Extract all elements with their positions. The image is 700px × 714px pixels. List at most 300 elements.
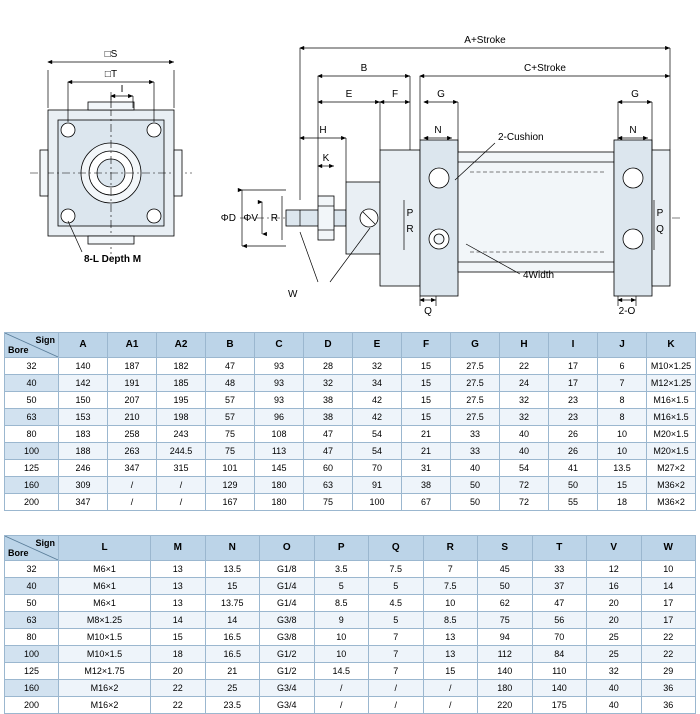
table-cell: 8.5	[314, 595, 369, 612]
table-cell: 16	[587, 578, 642, 595]
table-cell: 5	[369, 578, 424, 595]
dim-label-c-stroke: C+Stroke	[524, 63, 566, 74]
spec-table-1	[4, 332, 696, 511]
dim-label-g-left: G	[437, 89, 445, 100]
table-cell: 263	[108, 443, 157, 460]
table-cell: 57	[206, 392, 255, 409]
table-cell: 13.5	[598, 460, 647, 477]
table-cell: 13	[423, 646, 478, 663]
table-cell: 7	[369, 629, 424, 646]
dim-label-q-left: Q	[424, 306, 432, 317]
table-cell: 246	[59, 460, 108, 477]
table-cell: 258	[108, 426, 157, 443]
bore-size-cell: 40	[5, 375, 59, 392]
table-cell: 207	[108, 392, 157, 409]
table-cell: 18	[598, 494, 647, 511]
col-header-f: F	[402, 333, 451, 358]
table-cell: 18	[151, 646, 206, 663]
table-cell: 15	[205, 578, 260, 595]
table-cell: 17	[641, 595, 696, 612]
col-header-c: C	[255, 333, 304, 358]
table-row	[5, 443, 696, 460]
bore-size-cell: 160	[5, 680, 59, 697]
table-cell: 14	[641, 578, 696, 595]
table-cell: 180	[478, 680, 533, 697]
table-cell: 93	[255, 375, 304, 392]
table-cell: 13.5	[205, 561, 260, 578]
table-cell: /	[108, 494, 157, 511]
table-cell: 187	[108, 358, 157, 375]
table-cell: 6	[598, 358, 647, 375]
table-cell: 32	[500, 392, 549, 409]
bore-size-cell: 80	[5, 426, 59, 443]
table-cell: 40	[500, 426, 549, 443]
table-row	[5, 375, 696, 392]
table-cell: 47	[304, 426, 353, 443]
table-cell: 36	[641, 697, 696, 714]
table-cell: 15	[402, 358, 451, 375]
table-cell: M6×1	[59, 595, 151, 612]
table-cell: 93	[255, 392, 304, 409]
table-cell: 13.75	[205, 595, 260, 612]
table-cell: 5	[369, 612, 424, 629]
dim-label-p-right: Q	[656, 224, 664, 235]
table-cell: 45	[478, 561, 533, 578]
table-cell: 60	[304, 460, 353, 477]
table-cell: 180	[255, 494, 304, 511]
table-cell: M10×1.5	[59, 629, 151, 646]
table-cell: 24	[500, 375, 549, 392]
table-row	[5, 646, 696, 663]
table-cell: M6×1	[59, 578, 151, 595]
table-cell: 26	[549, 426, 598, 443]
table-cell: 75	[304, 494, 353, 511]
bore-size-cell: 50	[5, 392, 59, 409]
table-cell: 38	[304, 392, 353, 409]
table-cell: 55	[549, 494, 598, 511]
table-cell: 220	[478, 697, 533, 714]
bore-size-cell: 40	[5, 578, 59, 595]
table-cell: 243	[157, 426, 206, 443]
table-cell: 309	[59, 477, 108, 494]
table-row	[5, 426, 696, 443]
dim-label-s: □S	[104, 49, 118, 60]
bore-size-cell: 80	[5, 629, 59, 646]
table-cell: 10	[598, 426, 647, 443]
table-cell: 13	[151, 578, 206, 595]
table-cell: 54	[353, 443, 402, 460]
table-cell: 180	[255, 477, 304, 494]
table-cell: 22	[500, 358, 549, 375]
table-row	[5, 612, 696, 629]
table-cell: 191	[108, 375, 157, 392]
table-cell: 91	[353, 477, 402, 494]
table-cell: 183	[59, 426, 108, 443]
table-cell: 47	[206, 358, 255, 375]
table-cell: 8	[598, 409, 647, 426]
col-header-a1: A1	[108, 333, 157, 358]
table-cell: G1/4	[260, 578, 315, 595]
table-cell: 62	[478, 595, 533, 612]
table-cell: 13	[151, 561, 206, 578]
table-cell: 21	[205, 663, 260, 680]
table-cell: 37	[532, 578, 587, 595]
table-cell: 94	[478, 629, 533, 646]
table-cell: 93	[255, 358, 304, 375]
table-corner-header	[5, 536, 59, 561]
col-header-n: N	[205, 536, 260, 561]
table-cell: 70	[353, 460, 402, 477]
col-header-t: T	[532, 536, 587, 561]
col-header-g: G	[451, 333, 500, 358]
table-cell: 21	[402, 426, 451, 443]
table-cell: /	[157, 477, 206, 494]
table-cell: 347	[59, 494, 108, 511]
bore-size-cell: 63	[5, 612, 59, 629]
spec-table-2-container	[4, 535, 696, 714]
table-cell: 3.5	[314, 561, 369, 578]
table-cell: 10	[641, 561, 696, 578]
table-row	[5, 477, 696, 494]
table-cell: M16×2	[59, 697, 151, 714]
table-cell: G1/4	[260, 595, 315, 612]
table-cell: 84	[532, 646, 587, 663]
table-cell: 25	[205, 680, 260, 697]
corner-sign-label: Sign	[35, 335, 55, 345]
col-header-s: S	[478, 536, 533, 561]
table-cell: 7.5	[369, 561, 424, 578]
table-cell: 47	[304, 443, 353, 460]
table-cell: /	[423, 697, 478, 714]
table-cell: M20×1.5	[647, 426, 696, 443]
table-row	[5, 358, 696, 375]
table-cell: 15	[402, 409, 451, 426]
col-header-v: V	[587, 536, 642, 561]
table-cell: 10	[314, 646, 369, 663]
table-cell: 150	[59, 392, 108, 409]
table-cell: 195	[157, 392, 206, 409]
table-cell: M10×1.5	[59, 646, 151, 663]
table-cell: 33	[451, 443, 500, 460]
col-header-k: K	[647, 333, 696, 358]
col-header-d: D	[304, 333, 353, 358]
table-cell: 15	[402, 375, 451, 392]
bore-size-cell: 50	[5, 595, 59, 612]
ports-note-label: 2-Cushion	[498, 132, 544, 143]
table-cell: 142	[59, 375, 108, 392]
table-cell: 7	[369, 646, 424, 663]
bore-size-cell: 32	[5, 561, 59, 578]
col-header-r: R	[423, 536, 478, 561]
table-cell: 7	[369, 663, 424, 680]
table-cell: 10	[423, 595, 478, 612]
col-header-m: M	[151, 536, 206, 561]
table-cell: 33	[451, 426, 500, 443]
table-cell: 15	[598, 477, 647, 494]
table-cell: M6×1	[59, 561, 151, 578]
table-cell: 140	[478, 663, 533, 680]
table-cell: 20	[587, 612, 642, 629]
table-cell: 23	[549, 392, 598, 409]
table-cell: 38	[304, 409, 353, 426]
table-cell: 27.5	[451, 392, 500, 409]
table-cell: 75	[478, 612, 533, 629]
table-cell: 22	[151, 697, 206, 714]
table-cell: 182	[157, 358, 206, 375]
table-cell: 14	[151, 612, 206, 629]
dim-label-n-right: N	[629, 125, 637, 136]
table-cell: 27.5	[451, 375, 500, 392]
table-cell: M27×2	[647, 460, 696, 477]
table-cell: 40	[451, 460, 500, 477]
dim-label-r-left: P	[406, 208, 414, 219]
table-cell: G1/2	[260, 663, 315, 680]
table-cell: M8×1.25	[59, 612, 151, 629]
table-cell: 40	[500, 443, 549, 460]
table-cell: 32	[500, 409, 549, 426]
table-cell: 140	[59, 358, 108, 375]
table-row	[5, 595, 696, 612]
table-cell: 17	[549, 375, 598, 392]
table-cell: 22	[641, 629, 696, 646]
table-cell: 7	[423, 561, 478, 578]
table-cell: 27.5	[451, 409, 500, 426]
table-cell: 185	[157, 375, 206, 392]
table-cell: 54	[500, 460, 549, 477]
table-cell: 13	[423, 629, 478, 646]
table-cell: 36	[641, 680, 696, 697]
technical-drawing	[0, 0, 700, 320]
table-row	[5, 409, 696, 426]
col-header-h: H	[500, 333, 549, 358]
dim-label-t: □T	[104, 69, 118, 80]
table-cell: 40	[587, 680, 642, 697]
table-row	[5, 494, 696, 511]
table-cell: 56	[532, 612, 587, 629]
table-header-row	[5, 536, 696, 561]
bore-size-cell: 200	[5, 494, 59, 511]
table-cell: 244.5	[157, 443, 206, 460]
dim-label-p-left: R	[406, 224, 414, 235]
corner-bore-label: Bore	[8, 345, 29, 355]
table-cell: 20	[587, 595, 642, 612]
table-cell: M12×1.25	[647, 375, 696, 392]
table-row	[5, 680, 696, 697]
table-cell: G3/8	[260, 629, 315, 646]
col-header-a2: A2	[157, 333, 206, 358]
table-cell: 7.5	[423, 578, 478, 595]
col-header-p: P	[314, 536, 369, 561]
table-cell: 63	[304, 477, 353, 494]
side-section-view	[221, 35, 680, 317]
table-cell: M20×1.5	[647, 443, 696, 460]
table-cell: 70	[532, 629, 587, 646]
table-cell: 4.5	[369, 595, 424, 612]
table-cell: /	[369, 697, 424, 714]
table-cell: M16×1.5	[647, 392, 696, 409]
bore-size-cell: 200	[5, 697, 59, 714]
table-cell: 167	[206, 494, 255, 511]
table-cell: 22	[151, 680, 206, 697]
col-header-a: A	[59, 333, 108, 358]
dim-label-b: B	[360, 63, 368, 74]
table-cell: 175	[532, 697, 587, 714]
dim-label-k: R	[270, 213, 278, 224]
table-cell: /	[314, 680, 369, 697]
table-cell: 42	[353, 409, 402, 426]
table-cell: M16×2	[59, 680, 151, 697]
table-row	[5, 460, 696, 477]
dim-label-e: E	[345, 89, 353, 100]
table-cell: 14.5	[314, 663, 369, 680]
holes-note-label: 8-L Depth M	[84, 254, 142, 265]
table-cell: 25	[587, 629, 642, 646]
table-cell: 28	[304, 358, 353, 375]
dim-label-g-right: G	[631, 89, 639, 100]
table-cell: 10	[314, 629, 369, 646]
table-cell: /	[108, 477, 157, 494]
col-header-o: O	[260, 536, 315, 561]
col-header-j: J	[598, 333, 647, 358]
table-cell: 32	[353, 358, 402, 375]
table-row	[5, 629, 696, 646]
corner-bore-label: Bore	[8, 548, 29, 558]
bore-size-cell: 100	[5, 443, 59, 460]
table-cell: 188	[59, 443, 108, 460]
table-cell: 50	[451, 477, 500, 494]
table-cell: M10×1.25	[647, 358, 696, 375]
table-cell: 38	[402, 477, 451, 494]
table-cell: 48	[206, 375, 255, 392]
table-cell: 113	[255, 443, 304, 460]
table-cell: 140	[532, 680, 587, 697]
table-cell: 145	[255, 460, 304, 477]
table-cell: 14	[205, 612, 260, 629]
corner-sign-label: Sign	[35, 538, 55, 548]
table-cell: 110	[532, 663, 587, 680]
width-note-label: W	[288, 289, 298, 300]
table-cell: 315	[157, 460, 206, 477]
dim-label-h: H	[319, 125, 327, 136]
col-header-b: B	[206, 333, 255, 358]
table-cell: 100	[353, 494, 402, 511]
col-header-e: E	[353, 333, 402, 358]
table-cell: 41	[549, 460, 598, 477]
table-cell: 50	[549, 477, 598, 494]
table-cell: 23.5	[205, 697, 260, 714]
front-view	[30, 49, 192, 265]
dim-label-f: F	[391, 89, 399, 100]
table-cell: 75	[206, 426, 255, 443]
table-cell: 72	[500, 477, 549, 494]
table-cell: 26	[549, 443, 598, 460]
bore-size-cell: 125	[5, 460, 59, 477]
table-cell: 112	[478, 646, 533, 663]
table-cell: 5	[314, 578, 369, 595]
table-cell: 40	[587, 697, 642, 714]
table-cell: 54	[353, 426, 402, 443]
table-cell: 15	[151, 629, 206, 646]
table-cell: 27.5	[451, 358, 500, 375]
table-cell: 23	[549, 409, 598, 426]
bore-size-cell: 160	[5, 477, 59, 494]
table-header-row	[5, 333, 696, 358]
table-cell: 8.5	[423, 612, 478, 629]
bore-size-cell: 100	[5, 646, 59, 663]
table-cell: 29	[641, 663, 696, 680]
table-cell: G1/8	[260, 561, 315, 578]
col-header-l: L	[59, 536, 151, 561]
table-cell: 34	[353, 375, 402, 392]
table-cell: 96	[255, 409, 304, 426]
table-cell: 153	[59, 409, 108, 426]
table-cell: 47	[532, 595, 587, 612]
table-row	[5, 561, 696, 578]
table-cell: 10	[598, 443, 647, 460]
table-cell: 20	[151, 663, 206, 680]
table-cell: G3/4	[260, 697, 315, 714]
table-cell: 75	[206, 443, 255, 460]
table-cell: 347	[108, 460, 157, 477]
dim-label-r-right: P	[656, 208, 664, 219]
bore-size-cell: 32	[5, 358, 59, 375]
table-cell: 198	[157, 409, 206, 426]
table-cell: 31	[402, 460, 451, 477]
table-cell: 108	[255, 426, 304, 443]
table-cell: 17	[549, 358, 598, 375]
cushion-note-label: 4Width	[523, 270, 555, 281]
table-cell: 33	[532, 561, 587, 578]
table-cell: /	[157, 494, 206, 511]
spec-table-2	[4, 535, 696, 714]
table-cell: 15	[423, 663, 478, 680]
col-header-w: W	[641, 536, 696, 561]
table-cell: 57	[206, 409, 255, 426]
table-row	[5, 578, 696, 595]
table-cell: 15	[402, 392, 451, 409]
table-cell: 16.5	[205, 629, 260, 646]
table-cell: 50	[478, 578, 533, 595]
table-corner-header	[5, 333, 59, 358]
table-row	[5, 663, 696, 680]
table-cell: 101	[206, 460, 255, 477]
col-header-q: Q	[369, 536, 424, 561]
dim-label-j: K	[322, 153, 330, 164]
table-cell: 13	[151, 595, 206, 612]
table-cell: 12	[587, 561, 642, 578]
table-cell: 16.5	[205, 646, 260, 663]
dim-label-phi-v: ΦV	[243, 213, 258, 224]
dim-label-n-left: N	[434, 125, 442, 136]
col-header-i: I	[549, 333, 598, 358]
table-cell: /	[423, 680, 478, 697]
table-cell: 32	[587, 663, 642, 680]
table-cell: M12×1.75	[59, 663, 151, 680]
table-cell: 21	[402, 443, 451, 460]
dim-label-q-right: 2-O	[618, 306, 636, 317]
dim-label-phi-d: ΦD	[220, 213, 236, 224]
table-cell: G1/2	[260, 646, 315, 663]
table-cell: 32	[304, 375, 353, 392]
table-cell: G3/4	[260, 680, 315, 697]
dim-label-i: I	[120, 84, 124, 95]
spec-table-1-container	[4, 332, 696, 511]
bore-size-cell: 125	[5, 663, 59, 680]
table-cell: 22	[641, 646, 696, 663]
table-cell: 8	[598, 392, 647, 409]
table-cell: 72	[500, 494, 549, 511]
table-row	[5, 697, 696, 714]
